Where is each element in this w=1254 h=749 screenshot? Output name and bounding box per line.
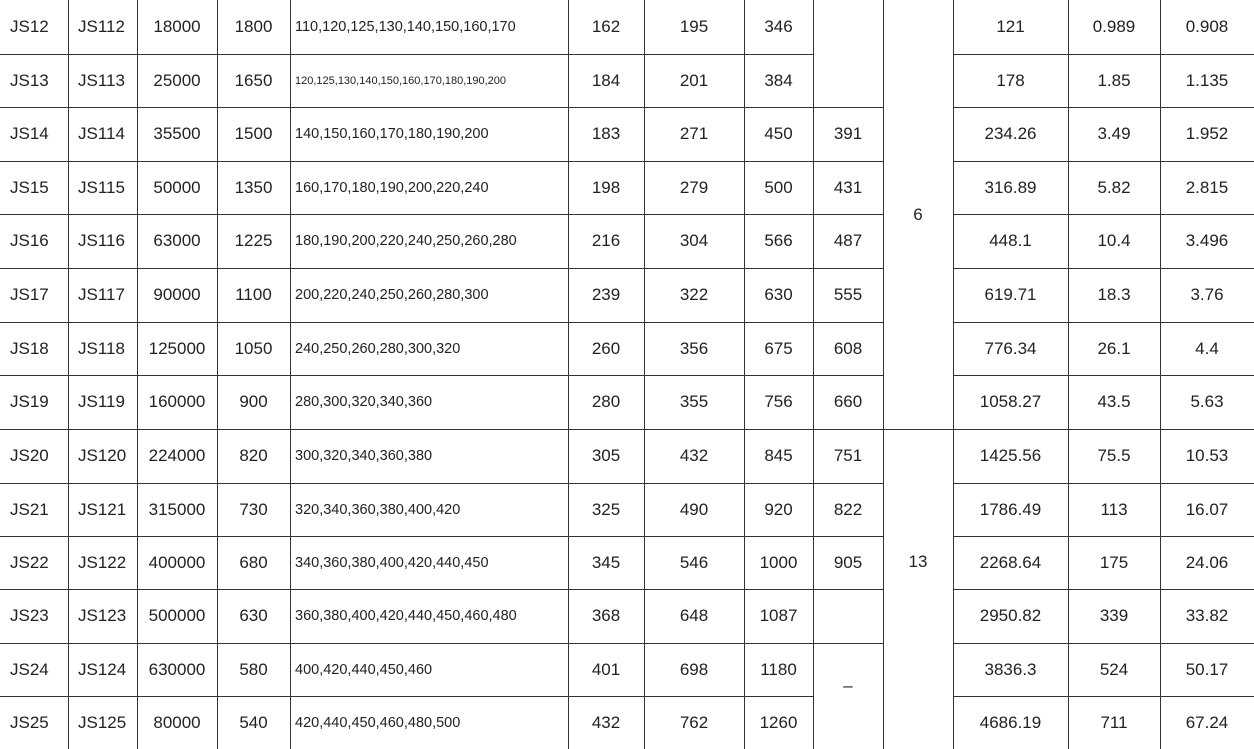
cell-rpm: 1225	[234, 231, 273, 250]
cell-rpm: 1800	[234, 17, 273, 36]
cell-g: 1.135	[1185, 70, 1229, 90]
cell-sizes: 140,150,160,170,180,190,200	[295, 126, 489, 142]
cell-f: 26.1	[1097, 338, 1131, 358]
cell-rpm: 630	[239, 606, 268, 625]
cell-sizes: 110,120,125,130,140,150,160,170	[295, 19, 516, 35]
grid-hline	[813, 322, 883, 323]
cell-a: 260	[591, 338, 621, 358]
grid-hline	[953, 375, 1254, 376]
cell-m1: JS12	[10, 17, 49, 36]
cell-d: 487	[833, 231, 863, 250]
merged-cell-group-b: 13	[908, 551, 928, 571]
cell-a: 401	[591, 659, 621, 679]
cell-d: 431	[833, 177, 863, 197]
cell-torque: 25000	[153, 70, 201, 90]
cell-g: 4.4	[1195, 338, 1219, 358]
cell-m1: JS19	[10, 392, 49, 411]
grid-hline	[953, 589, 1254, 590]
cell-e: 316.89	[984, 177, 1037, 197]
cell-m2: JS116	[78, 231, 125, 250]
cell-m2: JS117	[78, 285, 125, 304]
cell-torque: 400000	[148, 552, 206, 572]
cell-m1: JS15	[10, 177, 49, 197]
cell-e: 1425.56	[979, 446, 1042, 465]
grid-hline	[0, 161, 813, 162]
cell-a: 184	[591, 70, 621, 90]
cell-rpm: 580	[239, 659, 268, 679]
cell-c: 384	[764, 70, 793, 90]
cell-c: 346	[764, 17, 793, 36]
cell-m1: JS16	[10, 231, 49, 250]
cell-m1: JS17	[10, 285, 49, 304]
cell-sizes: 320,340,360,380,400,420	[295, 501, 461, 518]
cell-b: 698	[679, 659, 709, 679]
cell-torque: 315000	[148, 499, 206, 519]
cell-g: 16.07	[1185, 499, 1229, 519]
cell-sizes: 360,380,400,420,440,450,460,480	[295, 608, 517, 624]
cell-sizes: 240,250,260,280,300,320	[295, 340, 461, 357]
cell-c: 1000	[759, 552, 798, 572]
cell-rpm: 1050	[234, 338, 273, 358]
cell-a: 198	[591, 177, 621, 197]
cell-d: 608	[833, 338, 863, 358]
cell-rpm: 1100	[235, 285, 272, 304]
cell-g: 33.82	[1185, 606, 1229, 625]
grid-hline	[813, 375, 883, 376]
cell-f: 75.5	[1097, 446, 1131, 465]
cell-d: 660	[833, 392, 863, 411]
cell-c: 566	[764, 231, 793, 250]
grid-hline	[953, 429, 1254, 430]
cell-b: 322	[679, 285, 709, 304]
cell-m1: JS20	[10, 446, 49, 465]
cell-m2: JS121	[78, 499, 127, 519]
cell-m2: JS125	[78, 712, 127, 732]
cell-e: 121	[996, 17, 1025, 36]
cell-c: 675	[764, 338, 793, 358]
cell-rpm: 1650	[234, 70, 273, 90]
cell-m2: JS112	[78, 17, 125, 36]
cell-b: 355	[679, 392, 709, 411]
cell-m1: JS25	[10, 712, 49, 732]
grid-hline	[0, 107, 813, 108]
cell-c: 1260	[759, 712, 798, 732]
cell-b: 546	[679, 552, 709, 572]
cell-c: 450	[764, 124, 793, 143]
cell-b: 648	[679, 606, 709, 625]
cell-sizes: 340,360,380,400,420,440,450	[295, 554, 489, 571]
cell-g: 10.53	[1185, 446, 1229, 465]
cell-a: 368	[591, 606, 621, 625]
cell-c: 920	[764, 499, 793, 519]
cell-m2: JS120	[78, 446, 127, 465]
cell-b: 356	[679, 338, 709, 358]
grid-hline	[0, 375, 813, 376]
cell-g: 3.496	[1185, 231, 1229, 250]
cell-m1: JS21	[10, 499, 49, 519]
cell-rpm: 730	[239, 499, 268, 519]
cell-c: 1180	[760, 659, 797, 679]
grid-hline	[813, 429, 883, 430]
cell-torque: 90000	[153, 285, 201, 304]
cell-m1: JS24	[10, 659, 49, 679]
cell-e: 234.26	[984, 124, 1037, 143]
cell-e: 3836.3	[984, 659, 1037, 679]
merged-cell-group-a: 6	[913, 204, 923, 224]
grid-hline	[0, 483, 813, 484]
grid-hline	[883, 429, 953, 430]
grid-hline	[813, 268, 883, 269]
cell-a: 345	[591, 552, 621, 572]
grid-hline	[0, 429, 813, 430]
grid-hline	[953, 54, 1254, 55]
cell-g: 5.63	[1190, 392, 1224, 411]
cell-rpm: 820	[239, 446, 268, 465]
cell-d: 555	[833, 285, 863, 304]
cell-f: 43.5	[1097, 392, 1131, 411]
cell-a: 280	[591, 392, 621, 411]
cell-e: 448.1	[989, 231, 1032, 250]
cell-sizes: 120,125,130,140,150,160,170,180,190,200	[295, 74, 507, 87]
grid-hline	[0, 214, 813, 215]
grid-hline	[953, 268, 1254, 269]
grid-hline	[813, 483, 883, 484]
grid-hline	[0, 536, 813, 537]
cell-b: 304	[679, 231, 709, 250]
cell-m1: JS14	[10, 124, 49, 143]
cell-m1: JS23	[10, 606, 49, 625]
grid-hline	[953, 536, 1254, 537]
cell-f: 10.4	[1097, 231, 1131, 250]
cell-a: 432	[591, 712, 621, 732]
cell-b: 490	[679, 499, 709, 519]
grid-vline	[883, 0, 884, 749]
cell-b: 279	[679, 177, 709, 197]
grid-hline	[0, 322, 813, 323]
cell-rpm: 900	[239, 392, 268, 411]
cell-f: 0.989	[1092, 17, 1136, 36]
cell-a: 183	[591, 124, 621, 143]
cell-b: 271	[679, 124, 709, 143]
cell-torque: 63000	[153, 231, 201, 250]
grid-hline	[0, 643, 813, 644]
cell-m2: JS118	[78, 338, 125, 358]
cell-sizes: 400,420,440,450,460	[295, 661, 433, 678]
cell-f: 524	[1099, 659, 1129, 679]
grid-hline	[0, 268, 813, 269]
cell-c: 1087	[759, 606, 798, 625]
cell-m2: JS124	[78, 659, 127, 679]
grid-hline	[0, 696, 813, 697]
cell-a: 305	[591, 446, 621, 465]
cell-d: 822	[833, 499, 863, 519]
cell-b: 762	[679, 712, 709, 732]
cell-a: 325	[591, 499, 621, 519]
cell-e: 1786.49	[979, 499, 1042, 519]
cell-torque: 80000	[153, 712, 201, 732]
cell-m2: JS119	[78, 392, 125, 411]
grid-hline	[953, 483, 1254, 484]
cell-m1: JS18	[10, 338, 49, 358]
cell-a: 216	[591, 231, 621, 250]
cell-g: 3.76	[1190, 285, 1224, 304]
cell-sizes: 200,220,240,250,260,280,300	[295, 287, 489, 303]
grid-hline	[953, 214, 1254, 215]
grid-hline	[813, 589, 883, 590]
cell-rpm: 680	[239, 552, 268, 572]
cell-rpm: 1350	[234, 177, 273, 197]
cell-torque: 18000	[153, 17, 201, 36]
cell-m2: JS113	[78, 70, 125, 90]
cell-f: 1.85	[1097, 70, 1131, 90]
cell-m2: JS122	[78, 552, 127, 572]
cell-f: 5.82	[1097, 177, 1131, 197]
cell-c: 845	[764, 446, 793, 465]
cell-a: 239	[591, 285, 621, 304]
cell-torque: 35500	[153, 124, 201, 143]
cell-torque: 630000	[148, 659, 206, 679]
cell-g: 2.815	[1185, 177, 1229, 197]
cell-g: 50.17	[1185, 659, 1229, 679]
cell-m1: JS22	[10, 552, 49, 572]
cell-a: 162	[591, 17, 621, 36]
cell-e: 178	[996, 70, 1025, 90]
grid-hline	[953, 643, 1254, 644]
cell-g: 0.908	[1185, 17, 1229, 36]
cell-g: 67.24	[1185, 712, 1229, 732]
grid-hline	[813, 214, 883, 215]
cell-m2: JS114	[78, 124, 125, 143]
cell-torque: 50000	[153, 177, 201, 197]
grid-hline	[953, 161, 1254, 162]
grid-hline	[0, 54, 813, 55]
cell-g: 1.952	[1185, 124, 1229, 143]
cell-rpm: 540	[239, 712, 268, 732]
cell-e: 2950.82	[979, 606, 1042, 625]
cell-e: 776.34	[984, 338, 1037, 358]
cell-f: 113	[1100, 499, 1128, 519]
cell-sizes: 160,170,180,190,200,220,240	[295, 179, 489, 196]
cell-d: 751	[833, 446, 863, 465]
cell-e: 2268.64	[979, 552, 1042, 572]
cell-torque: 125000	[148, 338, 206, 358]
cell-f: 711	[1100, 712, 1128, 732]
cell-d: 905	[833, 552, 863, 572]
grid-hline	[813, 107, 883, 108]
cell-d: 391	[833, 124, 863, 143]
merged-cell-dash: –	[843, 676, 853, 695]
cell-sizes: 420,440,450,460,480,500	[295, 714, 461, 731]
cell-sizes: 300,320,340,360,380	[295, 448, 433, 464]
cell-m2: JS115	[78, 177, 125, 197]
cell-c: 500	[764, 177, 793, 197]
grid-hline	[813, 161, 883, 162]
cell-f: 175	[1099, 552, 1129, 572]
grid-hline	[953, 696, 1254, 697]
cell-sizes: 180,190,200,220,240,250,260,280	[295, 233, 517, 249]
cell-torque: 500000	[148, 606, 206, 625]
cell-c: 756	[764, 392, 793, 411]
cell-sizes: 280,300,320,340,360	[295, 394, 433, 410]
cell-m1: JS13	[10, 70, 49, 90]
cell-rpm: 1500	[234, 124, 273, 143]
cell-e: 1058.27	[979, 392, 1042, 411]
grid-hline	[953, 322, 1254, 323]
cell-f: 3.49	[1097, 124, 1131, 143]
cell-torque: 224000	[148, 446, 206, 465]
cell-torque: 160000	[148, 392, 206, 411]
cell-b: 432	[679, 446, 709, 465]
grid-hline	[953, 107, 1254, 108]
cell-g: 24.06	[1185, 552, 1229, 572]
cell-e: 4686.19	[979, 712, 1042, 732]
cell-c: 630	[764, 285, 793, 304]
cell-f: 339	[1099, 606, 1129, 625]
cell-b: 195	[679, 17, 709, 36]
cell-m2: JS123	[78, 606, 127, 625]
cell-e: 619.71	[984, 285, 1037, 304]
grid-hline	[0, 589, 813, 590]
cell-f: 18.3	[1097, 285, 1131, 304]
cell-b: 201	[679, 70, 709, 90]
grid-hline	[813, 536, 883, 537]
grid-hline	[813, 643, 883, 644]
